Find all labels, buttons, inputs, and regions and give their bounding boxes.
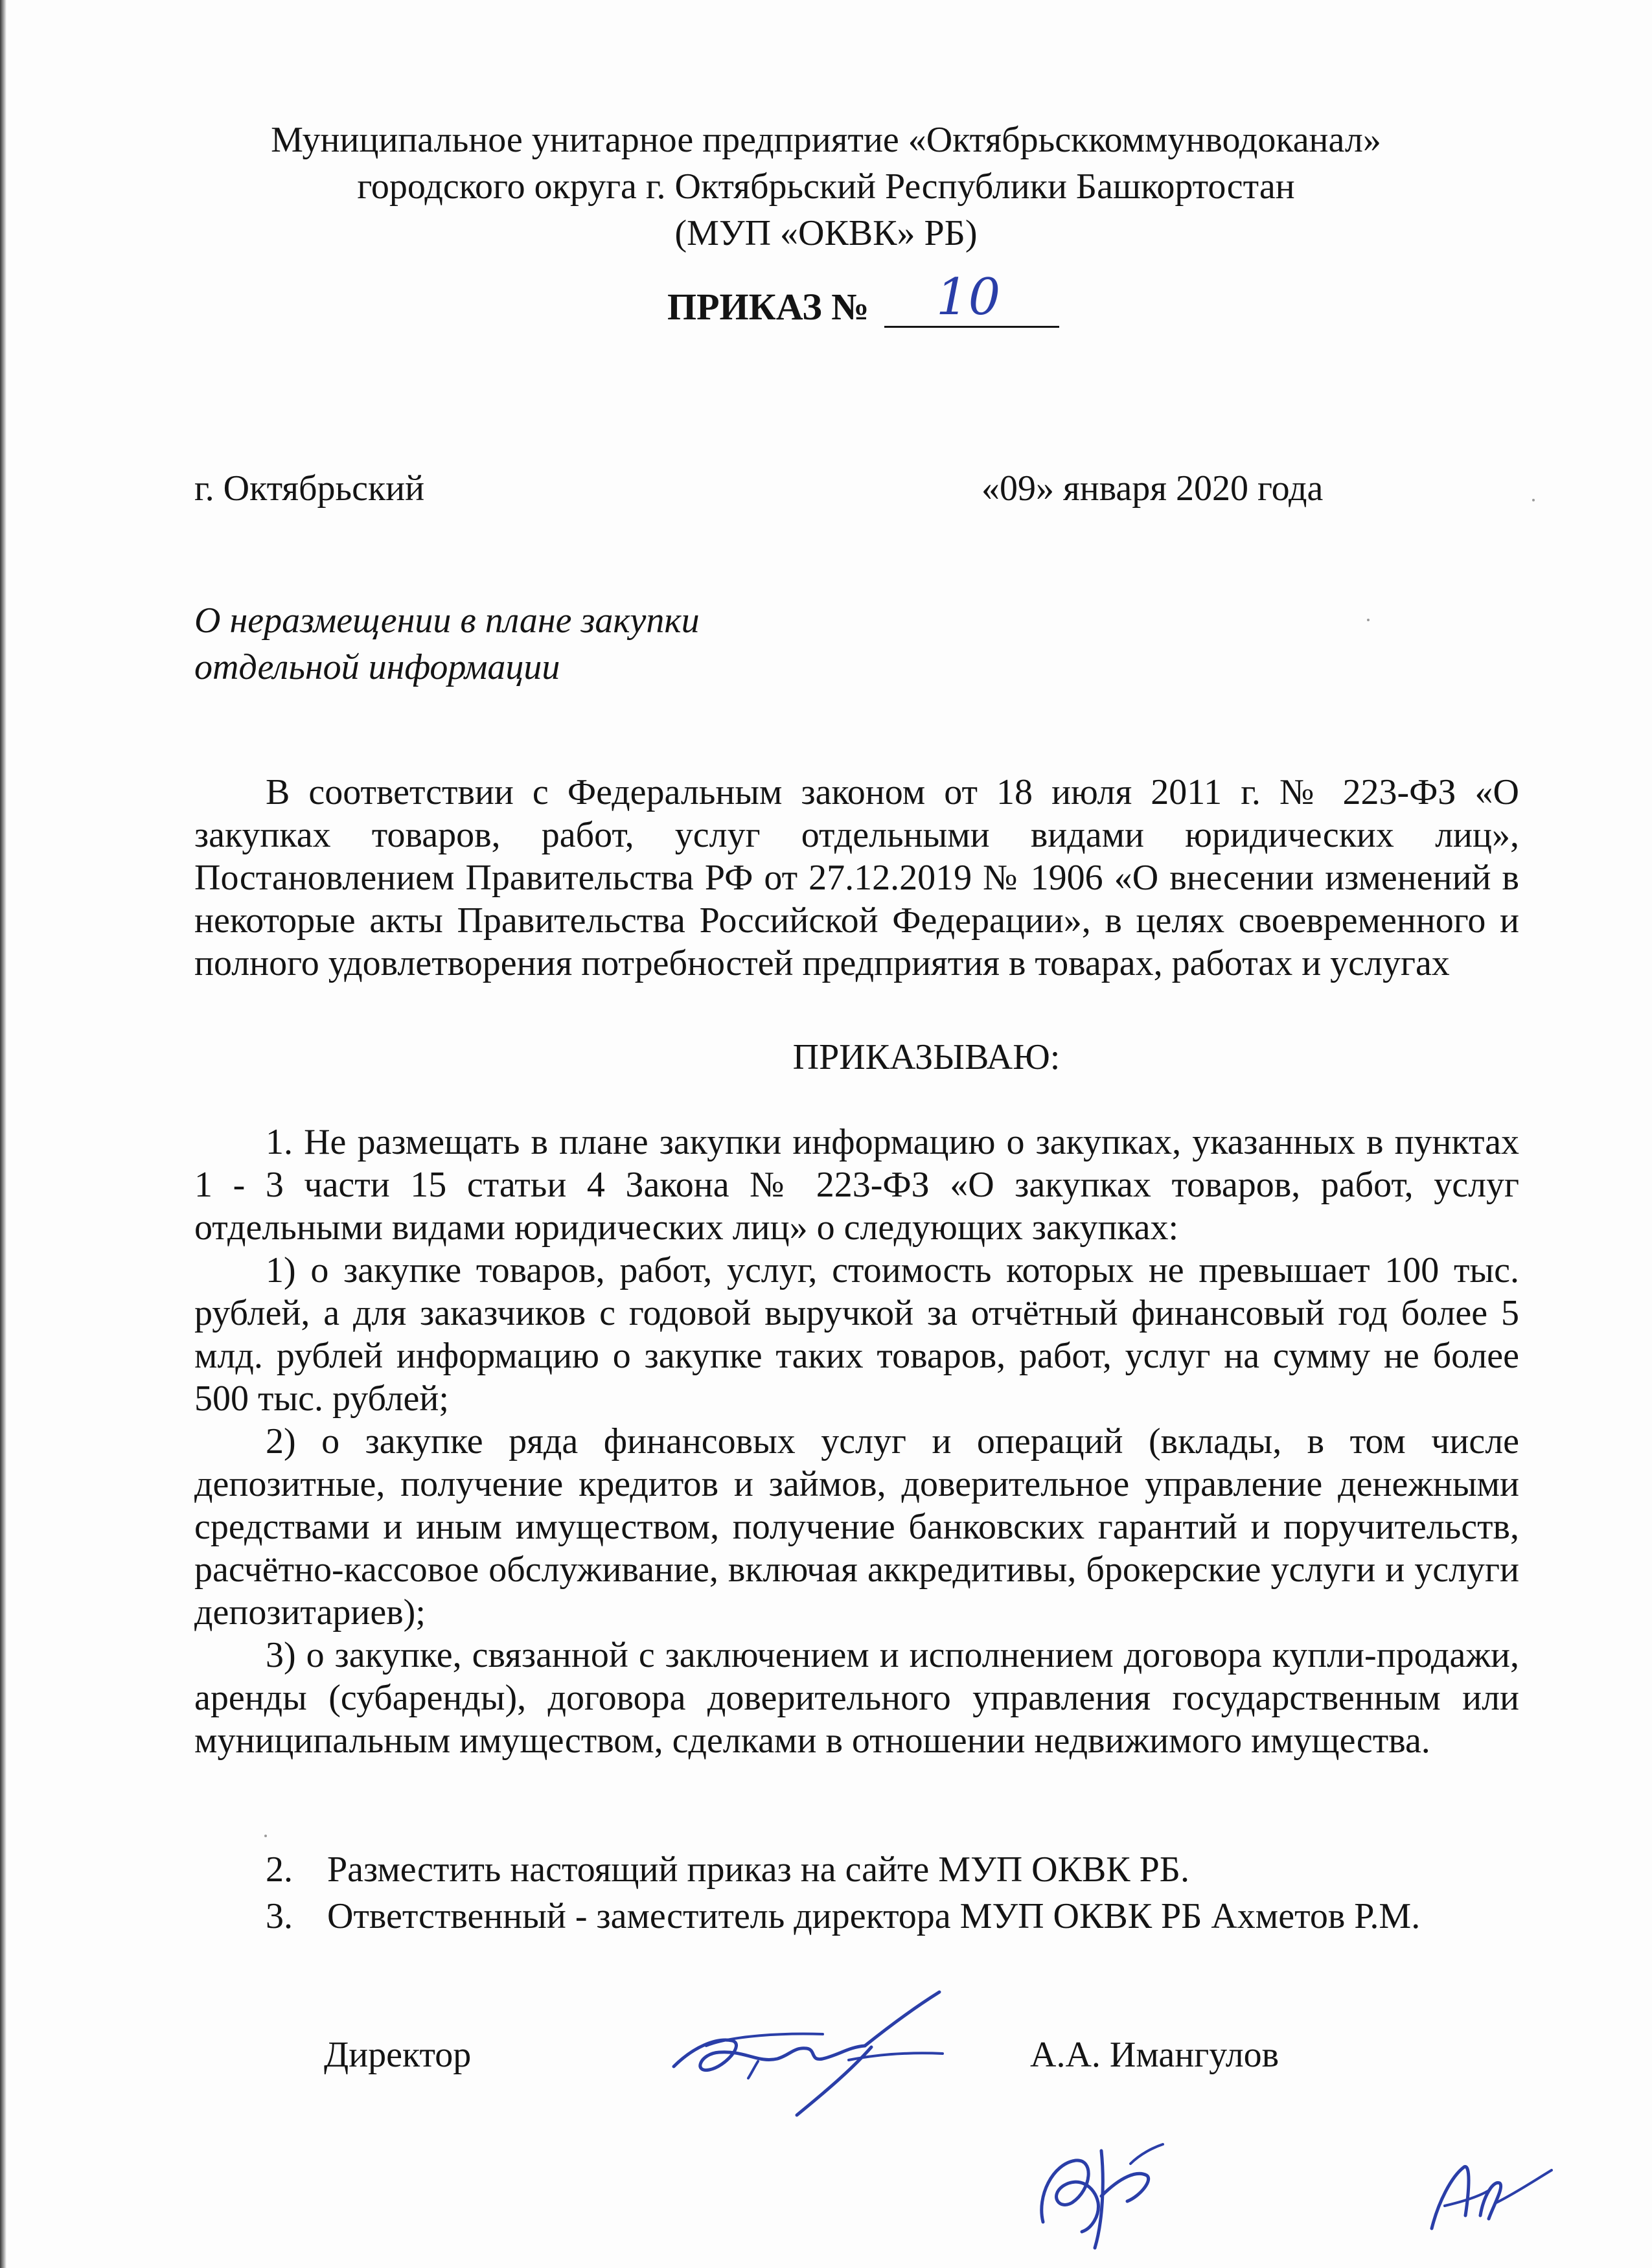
order-item-3-number: 3. — [266, 1896, 293, 1936]
order-items — [194, 1121, 1519, 1762]
subject-line-2: отдельной информации — [194, 647, 560, 687]
header-line-3: (МУП «ОКВК» РБ) — [674, 213, 978, 253]
order-number-handwritten: 10 — [936, 268, 1001, 326]
signatory-name: А.А. Имангулов — [1030, 2035, 1279, 2075]
director-signature-icon — [654, 1976, 959, 2131]
order-place: г. Октябрьский — [194, 468, 425, 509]
scan-speck — [1367, 619, 1370, 621]
order-subitem-1: 1) о закупке товаров, работ, услуг, стоимость которых не превышает 100 тыс. рублей, а для заказчиков с годовой выручкой за отчётный финансовый год более 5 млд. рублей информацию о закупке таких товаров, работ, услуг на сумму не более 500 тыс. рублей; — [194, 1250, 1519, 1419]
order-subject — [194, 597, 700, 691]
order-items-continued — [266, 1846, 1420, 1940]
order-number-field — [884, 268, 1059, 328]
order-title: ПРИКАЗ № — [667, 286, 869, 328]
approval-initials-icon — [1024, 2125, 1186, 2254]
scan-speck — [1532, 499, 1535, 501]
order-verb: ПРИКАЗЫВАЮ: — [792, 1037, 1061, 1077]
header-line-1: Муниципальное унитарное предприятие «Октябрьсккоммунводоканал» — [271, 120, 1381, 160]
header-line-2: городского округа г. Октябрьский Республики Башкортостан — [357, 166, 1295, 207]
order-item-1: 1. Не размещать в плане закупки информацию о закупках, указанных в пунктах 1 - 3 части 15 статьи 4 Закона № 223-ФЗ «О закупках товаров, работ, услуг отдельными видами юридических лиц» о следующих закупках: — [194, 1122, 1519, 1248]
approval-initials-2-icon — [1419, 2144, 1561, 2241]
order-subitem-3: 3) о закупке, связанной с заключением и исполнением договора купли-продажи, аренды (субаренды), договора доверительного управления государственным или муниципальным имуществом, сделками в отношении недвижимого имущества. — [194, 1635, 1519, 1761]
signatory-role: Директор — [324, 2035, 472, 2075]
order-item-2-text: Разместить настоящий приказ на сайте МУП ОКВК РБ. — [327, 1850, 1189, 1890]
order-item-2 — [266, 1846, 1420, 1893]
order-date: «09» января 2020 года — [981, 468, 1324, 509]
organization-header — [194, 117, 1458, 257]
order-item-3 — [266, 1893, 1420, 1940]
scan-edge — [0, 0, 6, 2268]
preamble-paragraph: В соответствии с Федеральным законом от 18 июля 2011 г. № 223-ФЗ «О закупках товаров, работ, услуг отдельными видами юридических лиц», Постановлением Правительства РФ от 27.12.2019 № 1906 «О внесении изменений в некоторые акты Правительства Российской Федерации», в целях своевременного и полного удовлетворения потребностей предприятия в товарах, работах и услугах — [194, 772, 1519, 983]
order-item-2-number: 2. — [266, 1850, 293, 1890]
subject-line-1: О неразмещении в плане закупки — [194, 601, 700, 641]
scan-speck — [264, 1835, 267, 1837]
order-item-3-text: Ответственный - заместитель директора МУП ОКВК РБ Ахметов Р.М. — [327, 1896, 1421, 1936]
order-subitem-2: 2) о закупке ряда финансовых услуг и операций (вклады, в том числе депозитные, получение кредитов и займов, доверительное управление денежными средствами и иным имуществом, получение банковских гарантий и поручительств, расчётно-кассовое обслуживание, включая аккредитивы, брокерские услуги и услуги депозитариев); — [194, 1421, 1519, 1632]
